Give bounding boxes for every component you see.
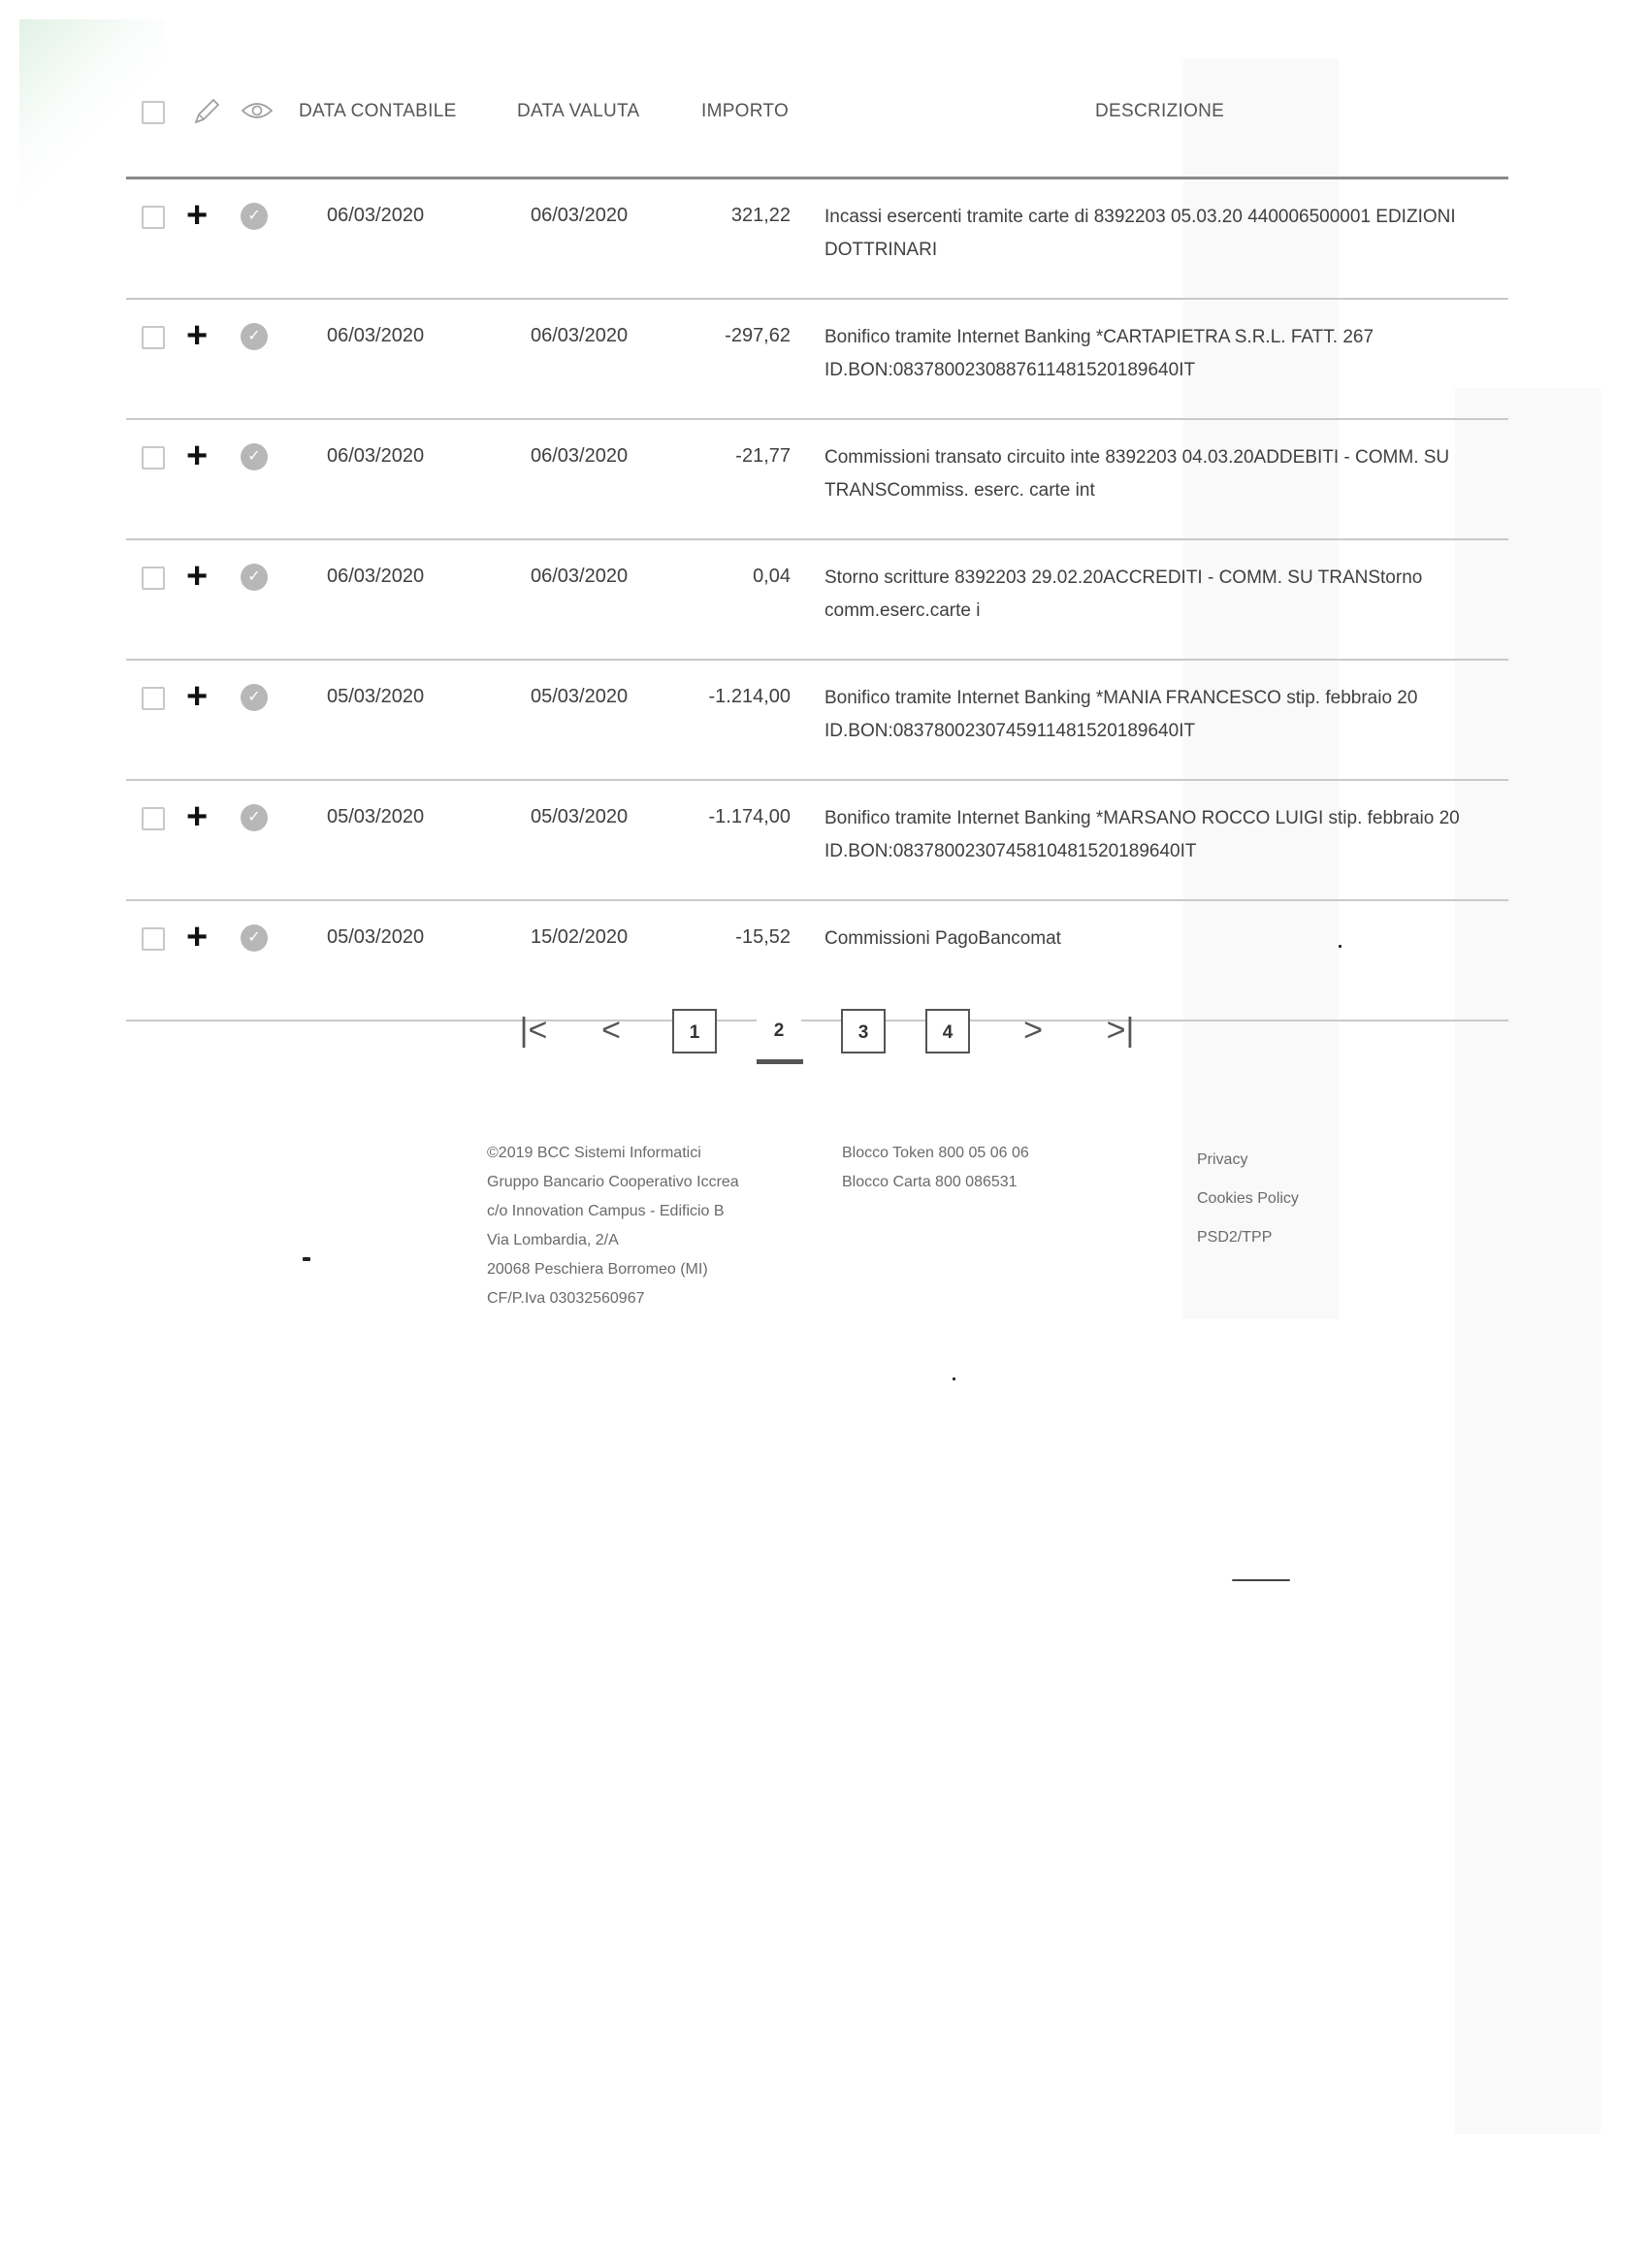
- plus-icon[interactable]: +: [186, 556, 209, 597]
- select-all-checkbox[interactable]: [142, 101, 165, 130]
- check-circle-icon: ✓: [241, 684, 268, 711]
- cell-data-contabile: 06/03/2020: [327, 325, 425, 346]
- footer-links: [1197, 1141, 1391, 1257]
- footer-block-token: Blocco Token 800 05 06 06: [842, 1145, 1029, 1161]
- last-page-button[interactable]: >|: [1106, 1012, 1135, 1049]
- plus-icon[interactable]: +: [186, 436, 209, 476]
- plus-icon[interactable]: +: [186, 676, 209, 717]
- table-row: [126, 300, 1508, 420]
- cell-data-valuta: 05/03/2020: [531, 806, 629, 827]
- pencil-icon[interactable]: [190, 95, 223, 134]
- table-row: [126, 661, 1508, 781]
- transactions-table: [126, 87, 1508, 1021]
- cell-data-valuta: 06/03/2020: [531, 566, 629, 587]
- cell-descrizione: Bonifico tramite Internet Banking *CARTAPIETRA S.R.L. FATT. 267 ID.BON:0837800230887611481520189640IT: [824, 327, 1374, 380]
- table-row: [126, 420, 1508, 540]
- table-row: [126, 179, 1508, 300]
- cell-importo: -15,52: [735, 926, 791, 948]
- cell-data-contabile: 05/03/2020: [327, 926, 425, 948]
- cell-descrizione: Commissioni PagoBancomat: [824, 928, 1061, 949]
- table-row: [126, 781, 1508, 901]
- scan-mark: [1232, 1579, 1290, 1581]
- plus-icon[interactable]: +: [186, 195, 209, 236]
- cell-data-contabile: 05/03/2020: [327, 686, 425, 707]
- row-checkbox[interactable]: [142, 206, 165, 229]
- row-checkbox[interactable]: [142, 807, 165, 830]
- scan-speck: [303, 1257, 310, 1261]
- psd2-tpp-link[interactable]: PSD2/TPP: [1197, 1229, 1273, 1246]
- check-circle-icon: ✓: [241, 203, 268, 230]
- row-checkbox[interactable]: [142, 687, 165, 710]
- cell-importo: -1.174,00: [708, 806, 791, 827]
- cell-data-valuta: 15/02/2020: [531, 926, 629, 948]
- plus-icon[interactable]: +: [186, 796, 209, 837]
- cell-descrizione: Incassi esercenti tramite carte di 8392203 05.03.20 440006500001 EDIZIONI DOTTRINARI: [824, 207, 1456, 260]
- footer-vat: CF/P.Iva 03032560967: [487, 1290, 645, 1307]
- scan-speck: [953, 1377, 955, 1380]
- cell-data-valuta: 06/03/2020: [531, 445, 629, 467]
- page-1-button[interactable]: 1: [672, 1009, 717, 1053]
- check-circle-icon: ✓: [241, 564, 268, 591]
- cell-data-valuta: 05/03/2020: [531, 686, 629, 707]
- header-data-contabile[interactable]: DATA CONTABILE: [299, 101, 457, 121]
- cookies-policy-link[interactable]: Cookies Policy: [1197, 1190, 1299, 1207]
- cell-data-contabile: 06/03/2020: [327, 205, 425, 226]
- row-checkbox[interactable]: [142, 446, 165, 470]
- privacy-link[interactable]: Privacy: [1197, 1151, 1248, 1168]
- eye-icon[interactable]: [241, 99, 274, 128]
- header-descrizione[interactable]: DESCRIZIONE: [1095, 101, 1225, 121]
- cell-descrizione: Storno scritture 8392203 29.02.20ACCREDITI - COMM. SU TRANStorno comm.eserc.carte i: [824, 567, 1423, 621]
- header-importo[interactable]: IMPORTO: [701, 101, 790, 121]
- page-4-button[interactable]: 4: [925, 1009, 970, 1053]
- row-checkbox[interactable]: [142, 927, 165, 951]
- cell-descrizione: Bonifico tramite Internet Banking *MANIA FRANCESCO stip. febbraio 20 ID.BON:0837800230745911481520189640IT: [824, 688, 1418, 741]
- cell-importo: -1.214,00: [708, 686, 791, 707]
- table-row: [126, 540, 1508, 661]
- footer-block-card: Blocco Carta 800 086531: [842, 1174, 1018, 1190]
- cell-data-valuta: 06/03/2020: [531, 325, 629, 346]
- page-3-button[interactable]: 3: [841, 1009, 886, 1053]
- cell-importo: -21,77: [735, 445, 791, 467]
- previous-page-button[interactable]: <: [601, 1012, 621, 1049]
- table-header: [126, 87, 1508, 179]
- cell-importo: 0,04: [753, 566, 791, 587]
- header-data-valuta[interactable]: DATA VALUTA: [517, 101, 640, 121]
- check-circle-icon: ✓: [241, 924, 268, 952]
- footer-legal-info: [487, 1139, 797, 1313]
- next-page-button[interactable]: >: [1023, 1012, 1043, 1049]
- footer-group-name: Gruppo Bancario Cooperativo Iccrea: [487, 1174, 739, 1190]
- footer-copyright: ©2019 BCC Sistemi Informatici: [487, 1145, 701, 1161]
- current-page-indicator: [757, 1059, 803, 1064]
- footer-block-numbers: [842, 1139, 1133, 1197]
- footer-address-line: c/o Innovation Campus - Edificio B: [487, 1203, 725, 1219]
- cell-descrizione: Bonifico tramite Internet Banking *MARSANO ROCCO LUIGI stip. febbraio 20 ID.BON:0837800230745810481520189640IT: [824, 808, 1460, 861]
- table-row: [126, 901, 1508, 1021]
- check-circle-icon: ✓: [241, 804, 268, 831]
- footer-address-line: 20068 Peschiera Borromeo (MI): [487, 1261, 708, 1278]
- cell-data-contabile: 05/03/2020: [327, 806, 425, 827]
- footer-address-line: Via Lombardia, 2/A: [487, 1232, 619, 1248]
- check-circle-icon: ✓: [241, 323, 268, 350]
- row-checkbox[interactable]: [142, 567, 165, 590]
- cell-data-contabile: 06/03/2020: [327, 445, 425, 467]
- check-circle-icon: ✓: [241, 443, 268, 470]
- cell-importo: -297,62: [725, 325, 791, 346]
- first-page-button[interactable]: |<: [519, 1012, 548, 1049]
- cell-importo: 321,22: [730, 205, 791, 226]
- cell-data-valuta: 06/03/2020: [531, 205, 629, 226]
- cell-data-contabile: 06/03/2020: [327, 566, 425, 587]
- scan-speck: [1339, 945, 1342, 948]
- plus-icon[interactable]: +: [186, 917, 209, 957]
- page-2-button[interactable]: 2: [757, 1009, 801, 1053]
- plus-icon[interactable]: +: [186, 315, 209, 356]
- pagination: [495, 1009, 1154, 1077]
- cell-descrizione: Commissioni transato circuito inte 8392203 04.03.20ADDEBITI - COMM. SU TRANSCommiss. eserc. carte int: [824, 447, 1450, 501]
- row-checkbox[interactable]: [142, 326, 165, 349]
